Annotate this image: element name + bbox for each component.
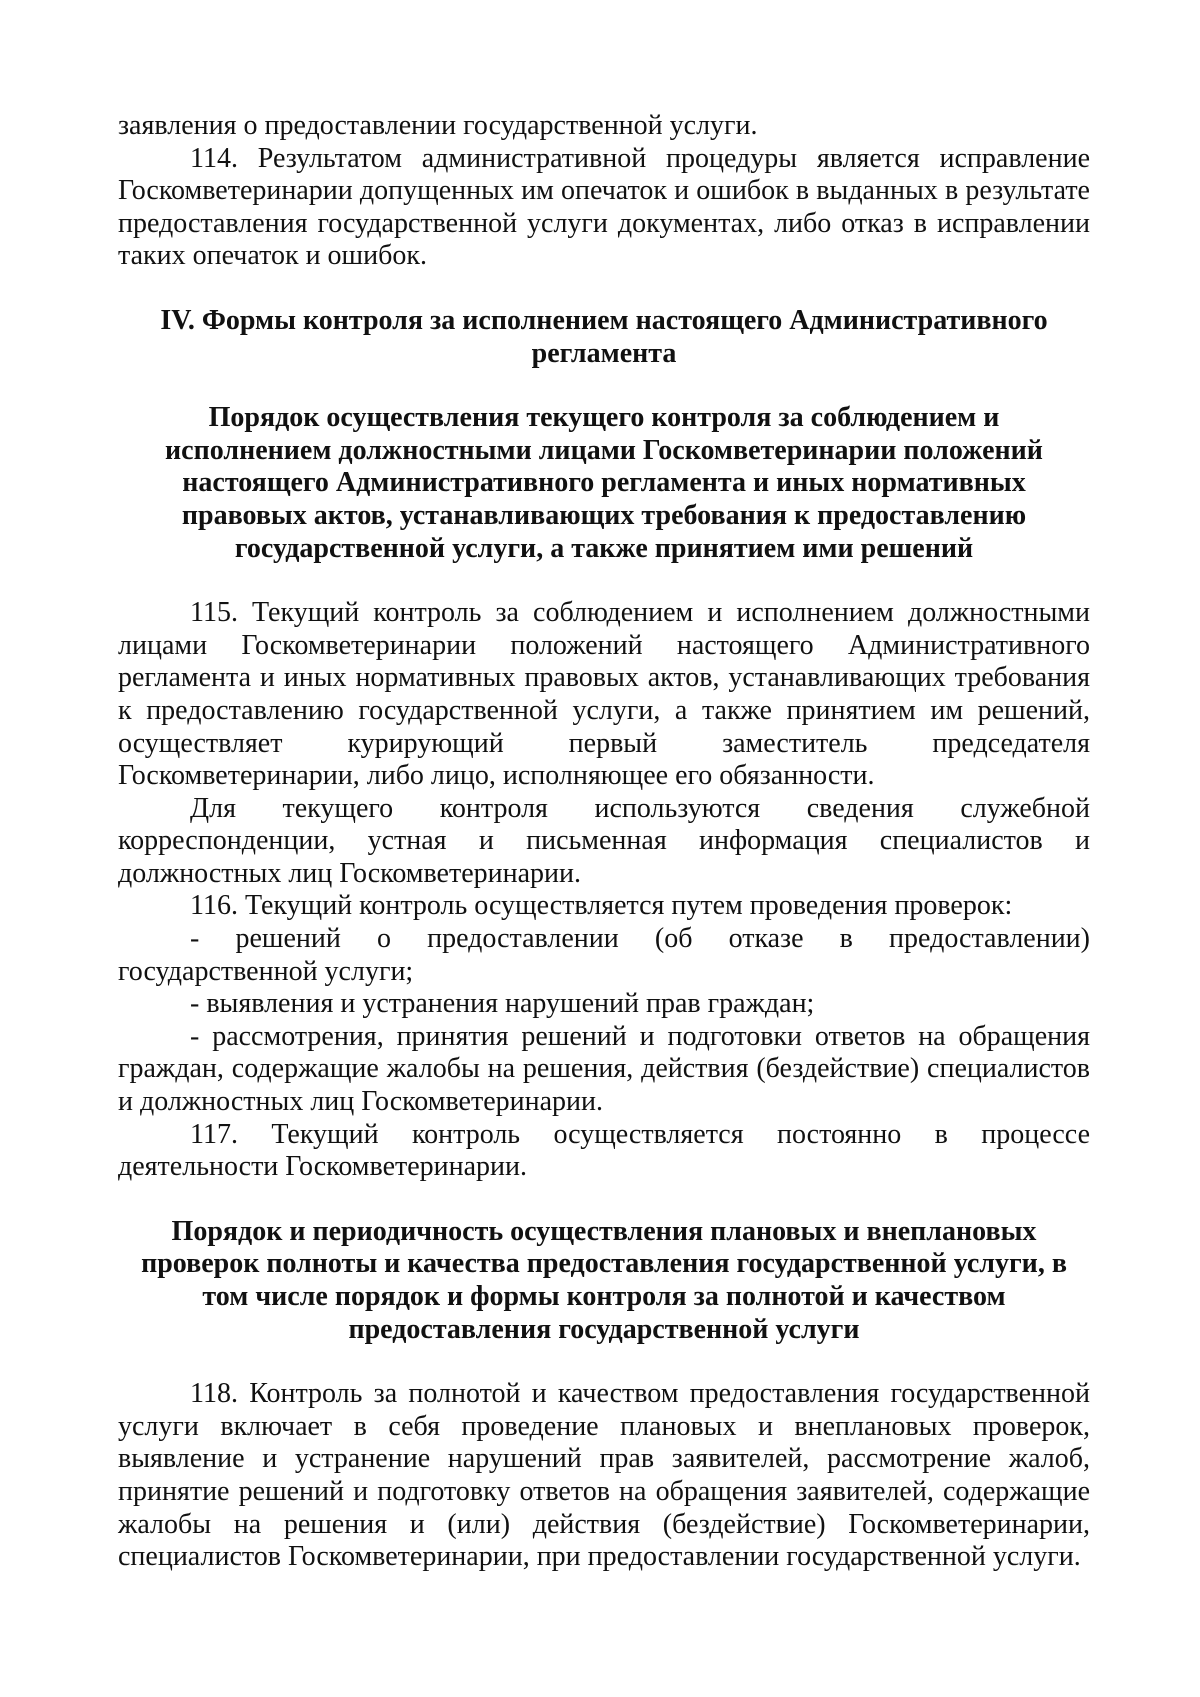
section-iv-title: IV. Формы контроля за исполнением настоящего Административного регламента <box>160 304 1048 369</box>
list-item-116-3: - рассмотрения, принятия решений и подготовки ответов на обращения граждан, содержащие жалобы на решения, действия (бездействие) специалистов и должностных лиц Госкомветеринарии. <box>118 1020 1090 1118</box>
list-item-116-2: - выявления и устранения нарушений прав граждан; <box>190 988 815 1020</box>
paragraph-117: 117. Текущий контроль осуществляется постоянно в процессе деятельности Госкомветеринарии. <box>118 1118 1090 1183</box>
paragraph-intro: заявления о предоставлении государственной услуги. <box>118 110 758 141</box>
paragraph-115-sources: Для текущего контроля используются сведения служебной корреспонденции, устная и письменная информация специалистов и должностных лиц Госкомветеринарии. <box>118 792 1090 889</box>
paragraph-118: 118. Контроль за полнотой и качеством предоставления государственной услуги включает в себя проведение плановых и внеплановых проверок, выявление и устранение нарушений прав заявителей, рассмотрение жалоб, принятие решений и подготовку ответов на обращения заявителей, содержащие жалобы на решения и (или) действия (бездействие) Госкомветеринарии, специалистов Госкомветеринарии, при предоставлении государственной услуги. <box>118 1378 1090 1573</box>
paragraph-114: 114. Результатом административной процедуры является исправление Госкомветеринарии допущенных им опечаток и ошибок в выданных в результате предоставления государственной услуги документах, либо отказ в исправлении таких опечаток и ошибок. <box>118 142 1090 272</box>
paragraph-116: 116. Текущий контроль осуществляется путем проведения проверок: <box>190 890 1013 922</box>
subsection-inspections-title: Порядок и периодичность осуществления плановых и внеплановых проверок полноты и качества предоставления государственной услуги, в том числе порядок и формы контроля за полнотой и качеством предоставления государственной услуги <box>141 1215 1067 1345</box>
subsection-current-control-title: Порядок осуществления текущего контроля за соблюдением и исполнением должностными лицами Госкомветеринарии положений настоящего Административного регламента и иных нормативных правовых актов, устанавливающих требования к предоставлению государственной услуги, а также принятием ими решений <box>165 402 1043 564</box>
paragraph-115: 115. Текущий контроль за соблюдением и исполнением должностными лицами Госкомветеринарии положений настоящего Административного регламента и иных нормативных правовых актов, устанавливающих требования к предоставлению государственной услуги, а также принятием им решений, осуществляет курирующий первый заместитель председателя Госкомветеринарии, либо лицо, исполняющее его обязанности. <box>118 597 1090 792</box>
document-page <box>118 110 1090 1574</box>
list-item-116-1: - решений о предоставлении (об отказе в предоставлении) государственной услуги; <box>118 923 1090 987</box>
